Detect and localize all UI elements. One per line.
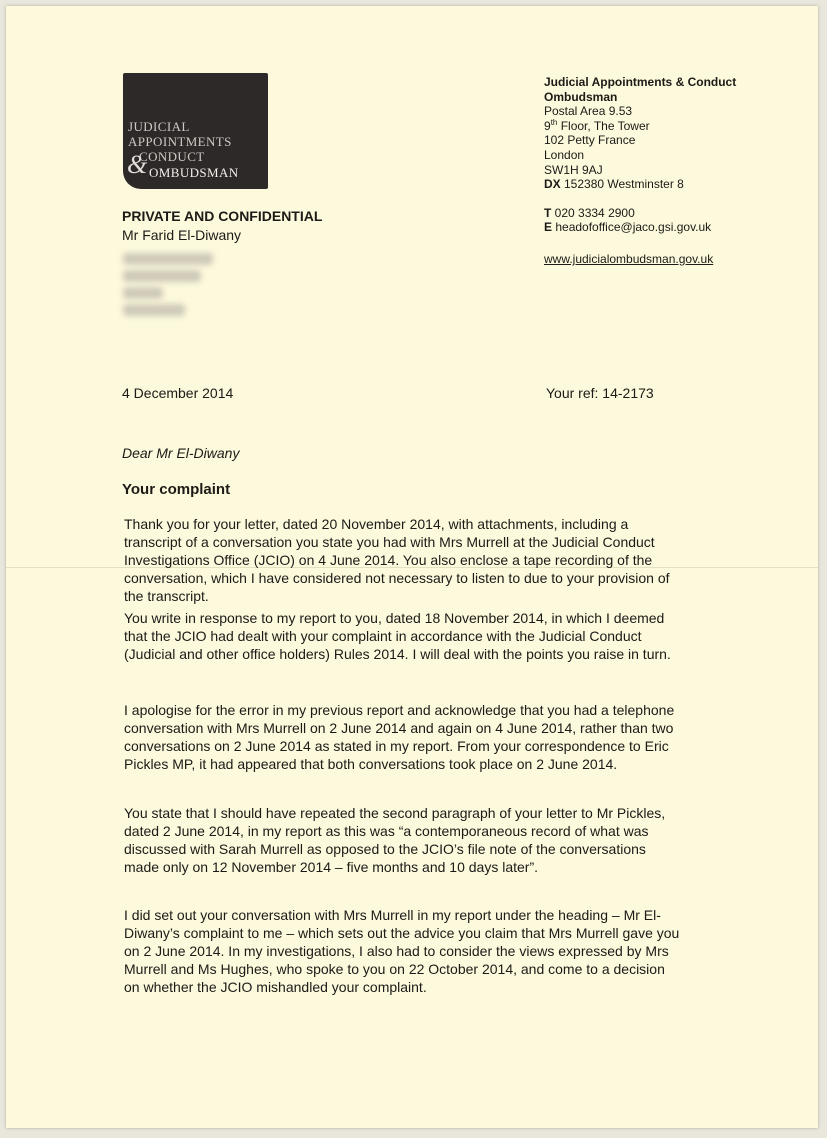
body-paragraph-2: You write in response to my report to you, dated 18 November 2014, in which I deemed that the JCIO had dealt with your complaint in accordance with the Judicial Conduct (Judicial and other office holders) Rules 2014. I will deal with the points you raise in turn. [124, 610, 671, 662]
tel-value: 020 3334 2900 [551, 205, 635, 220]
reference-number: Your ref: 14-2173 [546, 385, 654, 401]
logo-line-ombudsman: OMBUDSMAN [149, 165, 239, 180]
body-paragraph-3: I apologise for the error in my previous report and acknowledge that you had a telephone conversation with Mrs Murrell on 2 June 2014 and again on 4 June 2014, rather than two conversations on 2 June 2014 as stated in my report. From your correspondence to Eric Pickles MP, it had appeared that both conversations took place on 2 June 2014. [124, 702, 675, 772]
floor-line [544, 119, 794, 134]
postcode: SW1H 9AJ [544, 162, 603, 177]
redacted-line [123, 253, 213, 265]
postal-area: Postal Area 9.53 [544, 104, 633, 119]
dx-label: DX [544, 177, 561, 192]
body-paragraph-1: Thank you for your letter, dated 20 November 2014, with attachments, including a transcript of a conversation you state you had with Mrs Murrell at the Judicial Conduct Investigations Office (JCIO) on 4 June 2014. You also enclose a tape recording of the conversation, which I have considered not necessary to listen to due to your provision of the transcript. [124, 516, 670, 604]
dx-value: 152380 Westminster 8 [560, 177, 684, 192]
salutation: Dear Mr El-Diwany [122, 445, 240, 461]
city: London [544, 147, 585, 162]
floor-rest: Floor, The Tower [557, 118, 650, 133]
org-name-line1: Judicial Appointments & Conduct [544, 75, 737, 89]
logo-line-conduct: CONDUCT [139, 149, 205, 164]
letter-page [6, 6, 818, 1128]
email-value: headofoffice@jaco.gsi.gov.uk [552, 220, 712, 235]
tel-label: T [544, 205, 552, 220]
sender-address-block [544, 75, 794, 267]
body-paragraph-4: You state that I should have repeated the second paragraph of your letter to Mr Pickles, dated 2 June 2014, in my report as this was “a contemporaneous record of what was discussed with Sarah Murrell as opposed to the JCIO’s file note of the conversations made only on 12 November 2014 – five months and 10 days later”. [124, 805, 666, 875]
dx-line [544, 177, 794, 192]
letter-heading: Your complaint [122, 481, 231, 498]
body-paragraph-5: I did set out your conversation with Mrs Murrell in my report under the heading – Mr El-Diwany’s complaint to me – which sets out the advice you claim that Mrs Murrell gave you on 2 June 2014. In my investigations, I also had to consider the views expressed by Mrs Murrell and Ms Hughes, who spoke to you on 22 October 2014, and come to a decision on whether the JCIO mishandled your complaint. [124, 907, 680, 995]
ombudsman-logo [123, 73, 268, 189]
website-link[interactable]: www.judicialombudsman.gov.uk [544, 251, 714, 266]
redacted-line [123, 287, 163, 299]
logo-line-appointments: APPOINTMENTS [128, 134, 232, 149]
floor-number: 9 [544, 118, 551, 133]
telephone-line [544, 206, 794, 221]
org-name-line2: Ombudsman [544, 89, 618, 104]
recipient-name: Mr Farid El-Diwany [122, 227, 242, 243]
floor-ordinal: th [550, 117, 558, 127]
redacted-line [123, 270, 201, 282]
email-line [544, 220, 794, 235]
letter-date: 4 December 2014 [122, 385, 234, 401]
street: 102 Petty France [544, 133, 636, 148]
email-label: E [544, 220, 553, 235]
logo-ampersand: & [127, 150, 148, 179]
logo-line-judicial: JUDICIAL [128, 119, 190, 134]
confidential-label: PRIVATE AND CONFIDENTIAL [122, 208, 323, 224]
redacted-line [123, 304, 185, 316]
